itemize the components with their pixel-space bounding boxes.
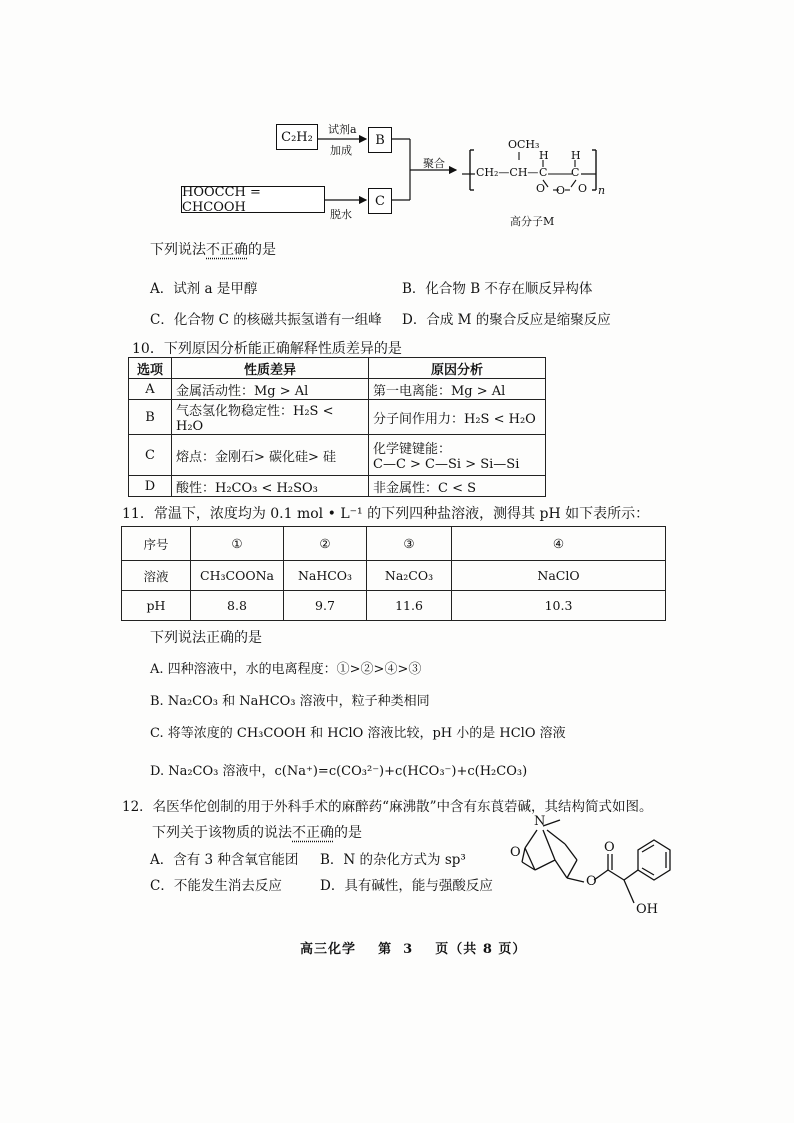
q11-ph-4: 10.3	[452, 591, 666, 621]
q12-option-a[interactable]: A．含有 3 种含氧官能团	[150, 852, 299, 868]
q10-row-d-reason: 非金属性：C < S	[369, 476, 546, 497]
q10-row-b-prop: 气态氢化物稳定性：H₂S < H₂O	[172, 400, 369, 435]
q11-ph-label: pH	[122, 591, 191, 621]
table-row	[129, 358, 546, 379]
q12-stem: 12．名医华佗创制的用于外科手术的麻醉药“麻沸散”中含有东莨菪碱，其结构简式如图。	[122, 799, 653, 815]
polymer-o-carbonyl-left: O	[536, 182, 546, 195]
q12-prompt-prefix: 下列关于该物质的说法	[152, 825, 292, 841]
q11-header-4: ④	[452, 527, 666, 561]
reagent-a-label: 试剂a	[328, 123, 357, 136]
q12-option-b[interactable]: B．N 的杂化方式为 sp³	[320, 852, 466, 868]
q9-option-b[interactable]: B．化合物 B 不存在顺反异构体	[402, 281, 593, 297]
q11-header-index: 序号	[122, 527, 191, 561]
q11-prompt: 下列说法正确的是	[150, 630, 262, 646]
addition-label: 加成	[330, 144, 352, 157]
dehydrate-label: 脱水	[330, 208, 352, 221]
q10-row-d-opt: D	[129, 476, 172, 497]
q11-option-a[interactable]: A. 四种溶液中，水的电离程度：①>②>④>③	[150, 662, 422, 677]
q10-row-c-reason-cell	[369, 435, 546, 476]
q11-option-c[interactable]: C. 将等浓度的 CH₃COOH 和 HClO 溶液比较，pH 小的是 HClO 溶液	[150, 726, 566, 741]
q10-row-a-prop: 金属活动性：Mg > Al	[172, 379, 369, 400]
q11-solution-3: Na₂CO₃	[367, 561, 452, 591]
q10-row-a-opt: A	[129, 379, 172, 400]
q9-option-d[interactable]: D．合成 M 的聚合反应是缩聚反应	[402, 312, 611, 328]
q9-prompt-suffix: 的是	[248, 242, 276, 258]
polymer-h1: H	[539, 149, 549, 162]
q12-prompt-suffix: 的是	[334, 825, 362, 841]
q10-row-a-reason: 第一电离能：Mg > Al	[369, 379, 546, 400]
table-row	[122, 527, 666, 561]
q12-prompt	[152, 822, 362, 842]
polymer-n: n	[598, 184, 606, 197]
q11-option-d[interactable]: D. Na₂CO₃ 溶液中，c(Na⁺)=c(CO₃²⁻)+c(HCO₃⁻)+c(H₂CO₃)	[150, 764, 528, 779]
q9-option-a[interactable]: A．试剂 a 是甲醇	[150, 281, 258, 297]
q9-prompt-prefix: 下列说法	[150, 242, 206, 258]
q11-table	[121, 526, 666, 621]
q10-table	[128, 357, 546, 497]
q10-row-c-opt: C	[129, 435, 172, 476]
polymer-och3: OCH₃	[508, 138, 540, 151]
polymer-h2: H	[571, 149, 581, 162]
polymer-c1: C	[539, 166, 548, 179]
compound-b: B	[375, 132, 385, 148]
q11-solution-4: NaClO	[452, 561, 666, 591]
maleic-acid: HOOCCH = CHCOOH	[182, 184, 261, 215]
table-row	[129, 379, 546, 400]
q10-row-c-prop: 熔点：金刚石> 碳化硅> 硅	[172, 435, 369, 476]
q11-header-3: ③	[367, 527, 452, 561]
q10-row-c-reason2: C—C > C—Si > Si—Si	[373, 457, 520, 472]
q10-row-b-opt: B	[129, 400, 172, 435]
compound-c: C	[375, 193, 385, 209]
table-row	[122, 591, 666, 621]
q10-row-b-reason: 分子间作用力：H₂S < H₂O	[369, 400, 546, 435]
q11-option-b[interactable]: B. Na₂CO₃ 和 NaHCO₃ 溶液中，粒子种类相同	[150, 694, 430, 709]
q11-solution-2: NaHCO₃	[284, 561, 367, 591]
q12-prompt-emph: 不正确	[292, 825, 334, 841]
q12-option-c[interactable]: C．不能发生消去反应	[150, 878, 282, 894]
q9-prompt	[150, 239, 276, 259]
polymer-name: 高分子M	[510, 215, 555, 228]
table-row	[129, 476, 546, 497]
polymerize-label: 聚合	[423, 157, 445, 170]
q9-prompt-emph: 不正确	[206, 242, 248, 258]
q10-row-d-prop: 酸性：H₂CO₃ < H₂SO₃	[172, 476, 369, 497]
reactant-c2h2: C₂H₂	[281, 129, 313, 145]
q11-stem: 11．常温下，浓度均为 0.1 mol • L⁻¹ 的下列四种盐溶液，测得其 pH 如下表所示：	[122, 506, 650, 522]
table-row	[122, 561, 666, 591]
q10-row-c-reason: 化学键键能：	[373, 442, 452, 457]
table-row	[129, 400, 546, 435]
q11-ph-3: 11.6	[367, 591, 452, 621]
polymer-chain: CH₂—CH—	[476, 166, 539, 179]
polymer-o-carbonyl-right: O	[578, 182, 588, 195]
table-row	[129, 435, 546, 476]
structure-o-epoxide: O	[510, 845, 521, 860]
q9-option-c[interactable]: C．化合物 C 的核磁共振氢谱有一组峰	[150, 312, 382, 328]
q11-ph-2: 9.7	[284, 591, 367, 621]
q10-stem: 10．下列原因分析能正确解释性质差异的是	[132, 341, 402, 357]
structure-n: N	[534, 814, 546, 829]
structure-oh: OH	[636, 902, 658, 917]
q12-option-d[interactable]: D．具有碱性，能与强酸反应	[320, 878, 493, 894]
q11-header-2: ②	[284, 527, 367, 561]
scheme-arrows	[0, 0, 794, 240]
scopolamine-structure	[500, 808, 700, 923]
q11-ph-1: 8.8	[191, 591, 284, 621]
page-footer: 高三化学 第 3 页（共 8 页）	[300, 942, 527, 957]
polymer-c2: C	[571, 166, 580, 179]
structure-o-ester: O	[586, 874, 597, 889]
q10-header-option: 选项	[129, 358, 172, 379]
structure-o-carbonyl: O	[604, 840, 615, 855]
q11-solution-label: 溶液	[122, 561, 191, 591]
polymer-o-ring: O	[556, 184, 566, 197]
q10-header-property: 性质差异	[172, 358, 369, 379]
q10-header-reason: 原因分析	[369, 358, 546, 379]
q11-solution-1: CH₃COONa	[191, 561, 284, 591]
q11-header-1: ①	[191, 527, 284, 561]
